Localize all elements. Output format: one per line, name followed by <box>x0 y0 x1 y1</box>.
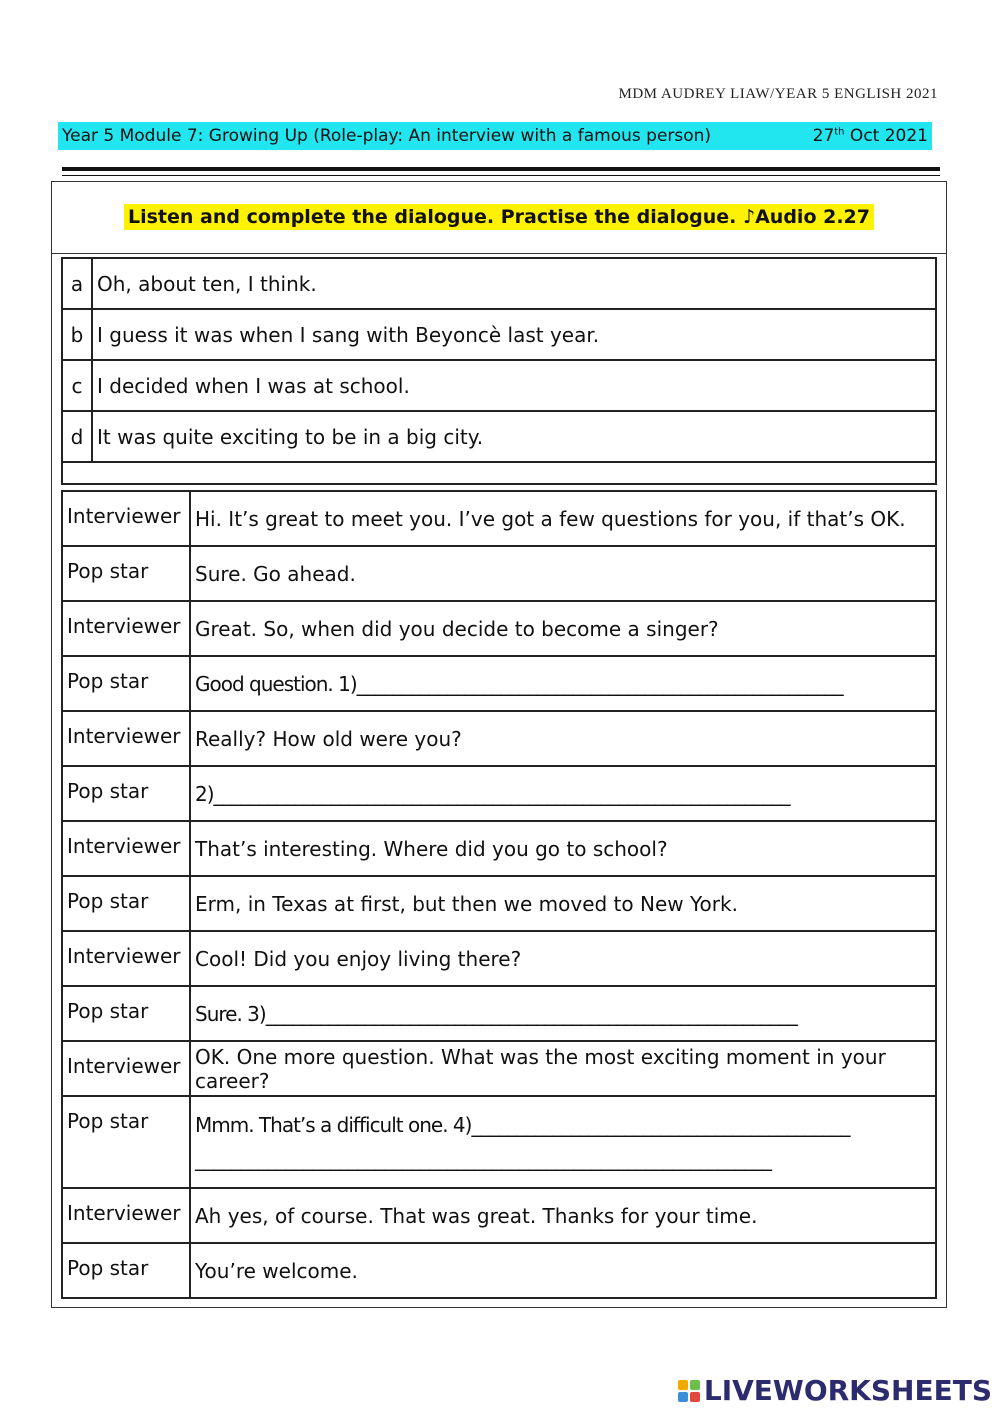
dialogue-line: Great. So, when did you decide to become a singer? <box>190 601 936 656</box>
dialogue-row <box>62 656 936 711</box>
logo-square-2 <box>690 1380 700 1390</box>
dialogue-line: Ah yes, of course. That was great. Thanks for your time. <box>190 1188 936 1243</box>
option-text: I decided when I was at school. <box>92 360 936 411</box>
speaker-label: Interviewer <box>62 1041 190 1096</box>
option-letter: c <box>62 360 92 411</box>
option-text: Oh, about ten, I think. <box>92 258 936 309</box>
logo-square-4 <box>690 1392 700 1402</box>
liveworksheets-logo-icon <box>678 1380 700 1402</box>
dialogue-line: Hi. It’s great to meet you. I’ve got a few questions for you, if that’s OK. <box>190 491 936 546</box>
answer-options-table <box>61 257 937 485</box>
option-letter: a <box>62 258 92 309</box>
option-row <box>62 411 936 462</box>
dialogue-row <box>62 821 936 876</box>
dialogue-line: Erm, in Texas at first, but then we moved to New York. <box>190 876 936 931</box>
speaker-label: Pop star <box>62 1096 190 1188</box>
dialogue-line: That’s interesting. Where did you go to school? <box>190 821 936 876</box>
speaker-label: Interviewer <box>62 491 190 546</box>
dialogue-line: Sure. Go ahead. <box>190 546 936 601</box>
speaker-label: Interviewer <box>62 1188 190 1243</box>
liveworksheets-logo <box>678 1374 992 1407</box>
header-rule-thick <box>62 167 940 171</box>
option-letter: d <box>62 411 92 462</box>
speaker-label: Pop star <box>62 986 190 1041</box>
answer-blank-4-line1: Mmm. That’s a difficult one. 4)__________________________________________ <box>195 1113 850 1137</box>
dialogue-row <box>62 601 936 656</box>
option-text: I guess it was when I sang with Beyoncè last year. <box>92 309 936 360</box>
dialogue-line: OK. One more question. What was the most exciting moment in your career? <box>190 1041 936 1096</box>
module-title: Year 5 Module 7: Growing Up (Role-play: An interview with a famous person) <box>62 126 712 146</box>
dialogue-row <box>62 491 936 546</box>
dialogue-row <box>62 546 936 601</box>
dialogue-row <box>62 876 936 931</box>
instruction-text: Listen and complete the dialogue. Practise the dialogue. ♪Audio 2.27 <box>124 204 874 230</box>
option-row <box>62 309 936 360</box>
dialogue-line: Cool! Did you enjoy living there? <box>190 931 936 986</box>
option-row <box>62 258 936 309</box>
lesson-date: 27th Oct 2021 <box>812 126 928 146</box>
dialogue-row <box>62 1243 936 1298</box>
speaker-label: Pop star <box>62 766 190 821</box>
speaker-label: Pop star <box>62 546 190 601</box>
dialogue-table <box>61 490 937 1299</box>
dialogue-row <box>62 931 936 986</box>
option-letter: b <box>62 309 92 360</box>
dialogue-row <box>62 1096 936 1188</box>
speaker-label: Interviewer <box>62 821 190 876</box>
dialogue-row <box>62 1188 936 1243</box>
dialogue-line: You’re welcome. <box>190 1243 936 1298</box>
logo-text: LIVEWORKSHEETS <box>703 1374 992 1407</box>
logo-square-1 <box>678 1380 688 1390</box>
speaker-label: Pop star <box>62 656 190 711</box>
instruction-box <box>51 181 947 254</box>
speaker-label: Interviewer <box>62 931 190 986</box>
answer-blank-3[interactable]: Sure. 3)___________________________________________________________ <box>190 986 936 1041</box>
answer-blank-1[interactable]: Good question. 1)______________________________________________________ <box>190 656 936 711</box>
dialogue-row <box>62 766 936 821</box>
module-title-bar <box>58 122 932 150</box>
option-spacer-row <box>62 462 936 484</box>
speaker-label: Interviewer <box>62 711 190 766</box>
speaker-label: Pop star <box>62 1243 190 1298</box>
answer-blank-4-line2: ________________________________________________________________ <box>195 1147 771 1171</box>
answer-blank-2[interactable]: 2)________________________________________________________________ <box>190 766 936 821</box>
answer-blank-4[interactable] <box>190 1096 936 1188</box>
dialogue-line: Really? How old were you? <box>190 711 936 766</box>
speaker-label: Interviewer <box>62 601 190 656</box>
dialogue-row <box>62 711 936 766</box>
speaker-label: Pop star <box>62 876 190 931</box>
author-header: MDM AUDREY LIAW/YEAR 5 ENGLISH 2021 <box>618 86 938 102</box>
option-row <box>62 360 936 411</box>
dialogue-row <box>62 1041 936 1096</box>
dialogue-row <box>62 986 936 1041</box>
logo-square-3 <box>678 1392 688 1402</box>
option-text: It was quite exciting to be in a big city. <box>92 411 936 462</box>
header-rule-thin <box>62 175 940 176</box>
